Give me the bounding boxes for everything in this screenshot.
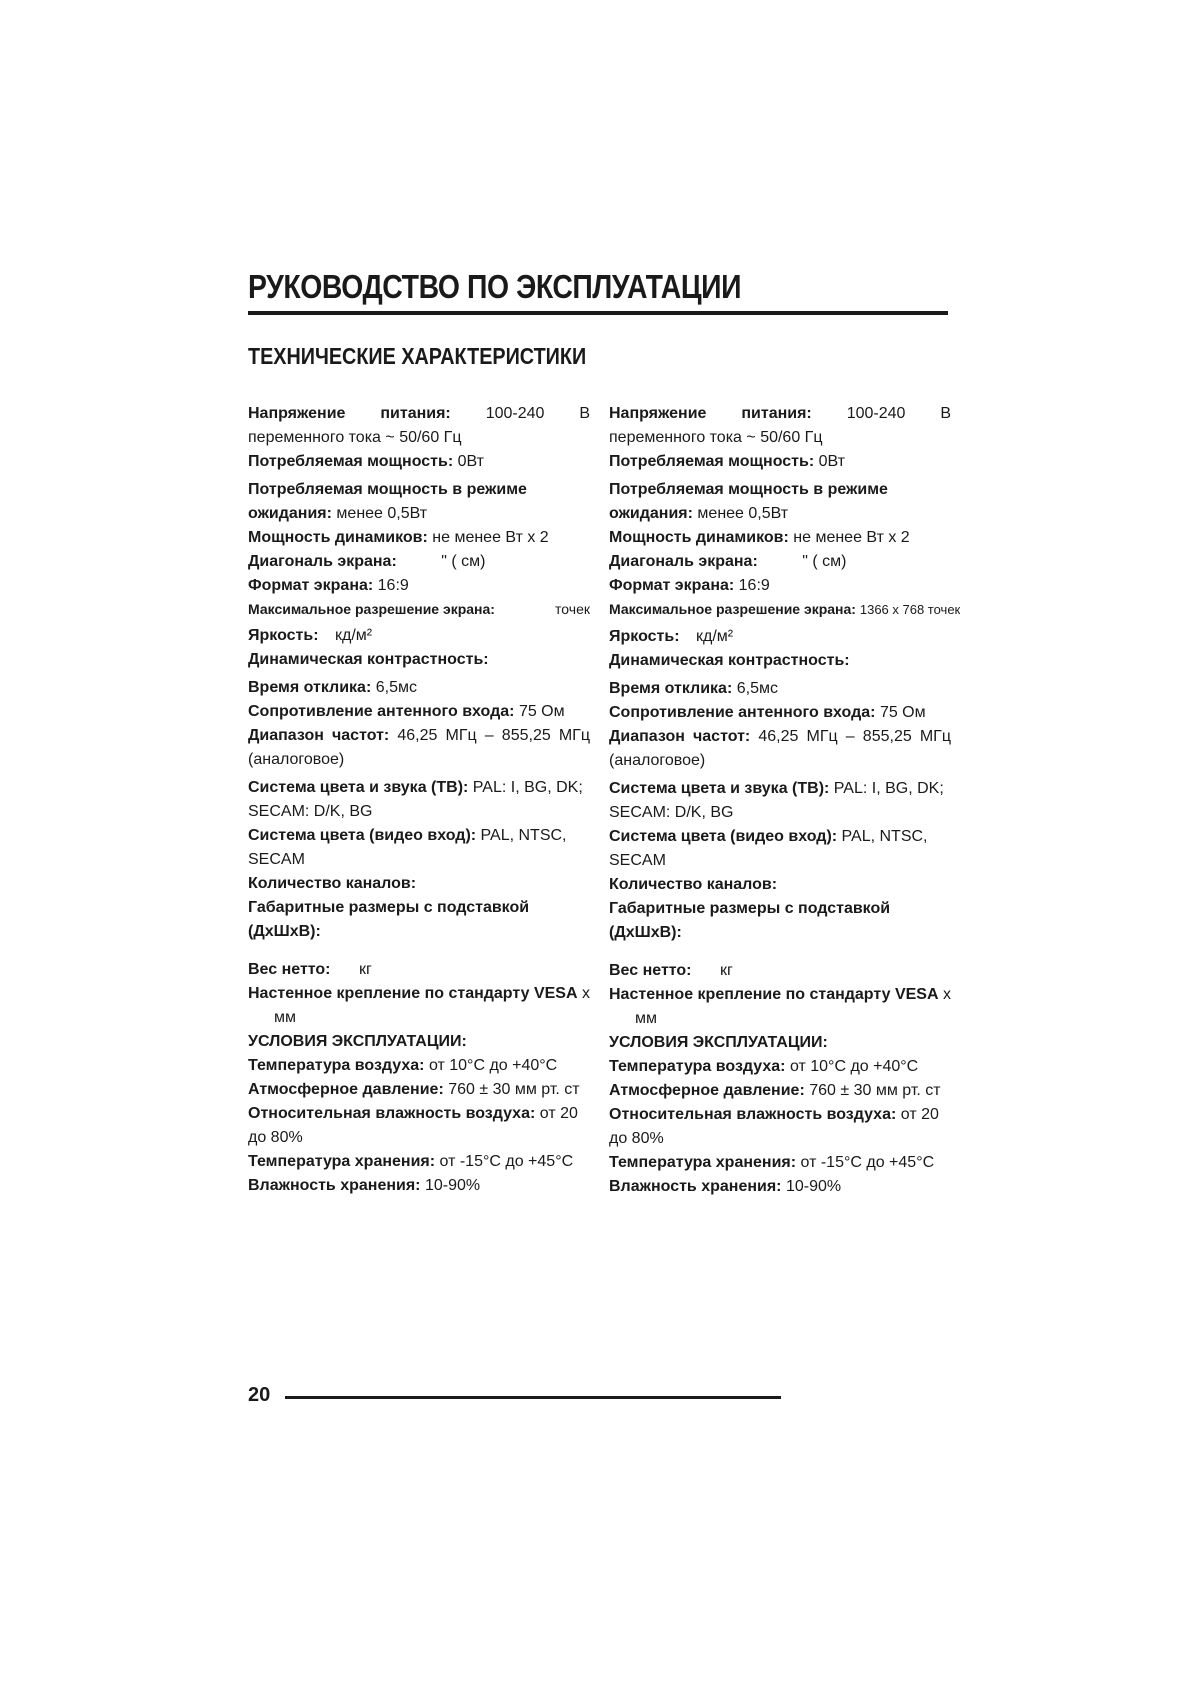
spec-value: PAL: I, BG, DK; SECAM: D/K, BG	[609, 780, 944, 821]
spec-label: Мощность динамиков:	[248, 529, 428, 546]
spec-label: Температура воздуха:	[248, 1057, 425, 1074]
page-title: РУКОВОДСТВО ПО ЭКСПЛУАТАЦИИ	[248, 268, 742, 305]
spec-standby	[609, 478, 951, 526]
spec-label: Относительная влажность воздуха:	[609, 1106, 897, 1123]
spec-label: Система цвета и звука (ТВ):	[248, 779, 469, 796]
spec-label: Потребляемая мощность в режиме ожидания:	[248, 481, 527, 522]
spec-label: Влажность хранения:	[609, 1178, 782, 1195]
spec-label: Вес нетто:	[248, 961, 331, 978]
spec-label: Время отклика:	[609, 680, 733, 697]
spec-label: Максимальное разрешение экрана:	[609, 601, 856, 617]
spec-dimensions	[248, 896, 590, 944]
spec-brightness	[248, 624, 590, 648]
title-divider	[248, 311, 948, 315]
spec-label: Габаритные размеры с подставкой (ДхШхВ):	[248, 899, 530, 940]
spec-power	[248, 402, 590, 450]
section-title: ТЕХНИЧЕСКИЕ ХАРАКТЕРИСТИКИ	[248, 343, 587, 369]
spec-value: х	[582, 985, 590, 1002]
spec-value: 0Вт	[818, 453, 845, 470]
spec-label: Яркость:	[609, 628, 680, 645]
spec-value: 10-90%	[424, 1177, 481, 1194]
specs-column-left	[248, 402, 590, 1198]
spec-value: мм	[274, 1009, 296, 1026]
spec-value: 100-240 В переменного тока ~ 50/60 Гц	[609, 405, 951, 446]
spec-format	[609, 574, 951, 598]
spec-value: точек	[555, 601, 590, 617]
spec-value: 75 Ом	[518, 703, 565, 720]
spec-value: PAL: I, BG, DK; SECAM: D/K, BG	[248, 779, 583, 820]
spec-brightness	[609, 625, 951, 649]
spec-diagonal	[248, 550, 590, 574]
spec-label: Потребляемая мощность в режиме ожидания:	[609, 481, 888, 522]
spec-label: Время отклика:	[248, 679, 372, 696]
spec-label: Температура воздуха:	[609, 1058, 786, 1075]
spec-weight	[609, 959, 951, 983]
spec-value: менее 0,5Вт	[697, 505, 789, 522]
spec-label: Потребляемая мощность:	[248, 453, 454, 470]
spec-label: Динамическая контрастность:	[609, 652, 850, 669]
spec-label: Настенное крепление по стандарту VESA	[609, 986, 939, 1003]
spec-label: Диагональ экрана:	[609, 553, 758, 570]
spec-label: Формат экрана:	[609, 577, 735, 594]
spec-value: 75 Ом	[879, 704, 926, 721]
spec-vesa-unit	[248, 1006, 590, 1030]
spec-conditions	[609, 1031, 951, 1055]
spec-label: Система цвета (видео вход):	[609, 828, 838, 845]
spec-video-system	[609, 825, 951, 873]
spec-frequency	[609, 725, 951, 773]
spec-label: Настенное крепление по стандарту VESA	[248, 985, 578, 1002]
spec-value: от 20 до 80%	[248, 1105, 578, 1146]
spec-value: кг	[358, 961, 372, 978]
specs-column-right	[609, 402, 961, 1199]
spec-power	[609, 402, 951, 450]
spec-label: Формат экрана:	[248, 577, 374, 594]
spec-value: х	[943, 986, 951, 1003]
spec-diagonal	[609, 550, 951, 574]
spec-vesa-unit	[609, 1007, 951, 1031]
spec-value: 1366 х 768 точек	[859, 602, 961, 617]
spec-contrast	[609, 649, 951, 673]
spec-antenna	[248, 700, 590, 724]
spec-value: PAL, NTSC, SECAM	[609, 828, 928, 869]
spec-pressure	[609, 1079, 951, 1103]
spec-storage-temp	[248, 1150, 590, 1174]
spec-consumption	[248, 450, 590, 474]
spec-value: от 10°С до +40°С	[789, 1058, 919, 1075]
spec-humidity	[609, 1103, 951, 1151]
spec-value: от 20 до 80%	[609, 1106, 939, 1147]
spec-label: Яркость:	[248, 627, 319, 644]
spec-label: Относительная влажность воздуха:	[248, 1105, 536, 1122]
spec-label: Напряжение питания:	[609, 405, 812, 422]
spec-storage-humidity	[609, 1175, 951, 1199]
spec-channels	[248, 872, 590, 896]
spec-response	[248, 676, 590, 700]
spec-label: Температура хранения:	[248, 1153, 436, 1170]
spec-value: 16:9	[377, 577, 409, 594]
spec-value: 760 ± 30 мм рт. ст	[809, 1082, 941, 1099]
spec-label: Вес нетто:	[609, 962, 692, 979]
spec-speakers	[609, 526, 951, 550]
spec-label: Мощность динамиков:	[609, 529, 789, 546]
spec-value: кг	[719, 962, 733, 979]
spec-label: УСЛОВИЯ ЭКСПЛУАТАЦИИ:	[609, 1034, 828, 1051]
spec-value: 760 ± 30 мм рт. ст	[448, 1081, 580, 1098]
spec-label: Система цвета и звука (ТВ):	[609, 780, 830, 797]
spec-value: " ( см)	[802, 553, 847, 570]
spec-tv-system	[609, 777, 951, 825]
spec-antenna	[609, 701, 951, 725]
spec-format	[248, 574, 590, 598]
spec-channels	[609, 873, 951, 897]
spec-standby	[248, 478, 590, 526]
spec-value: 100-240 В переменного тока ~ 50/60 Гц	[248, 405, 590, 446]
spec-label: Количество каналов:	[248, 875, 417, 892]
spec-label: Количество каналов:	[609, 876, 778, 893]
spec-label: Температура хранения:	[609, 1154, 797, 1171]
spec-value: кд/м²	[695, 628, 734, 645]
spec-value: мм	[635, 1010, 657, 1027]
spec-vesa	[609, 983, 951, 1007]
spec-label: Диагональ экрана:	[248, 553, 397, 570]
spec-speakers	[248, 526, 590, 550]
spec-vesa	[248, 982, 590, 1006]
spec-consumption	[609, 450, 951, 474]
spec-label: Максимальное разрешение экрана:	[248, 601, 495, 617]
spec-value: 6,5мс	[736, 680, 778, 697]
spec-humidity	[248, 1102, 590, 1150]
spec-value: не менее Вт х 2	[793, 529, 910, 546]
spec-resolution	[609, 598, 961, 621]
spec-value: кд/м²	[334, 627, 373, 644]
spec-response	[609, 677, 951, 701]
spec-label: Напряжение питания:	[248, 405, 451, 422]
spec-label: Атмосферное давление:	[248, 1081, 444, 1098]
page-number: 20	[248, 1384, 271, 1406]
spec-label: Сопротивление антенного входа:	[248, 703, 515, 720]
spec-storage-temp	[609, 1151, 951, 1175]
spec-tv-system	[248, 776, 590, 824]
spec-value: от -15°С до +45°С	[439, 1153, 574, 1170]
spec-value: 6,5мс	[375, 679, 417, 696]
spec-label: УСЛОВИЯ ЭКСПЛУАТАЦИИ:	[248, 1033, 467, 1050]
spec-label: Диапазон частот:	[609, 728, 751, 745]
spec-video-system	[248, 824, 590, 872]
spec-label: Атмосферное давление:	[609, 1082, 805, 1099]
spec-dimensions	[609, 897, 951, 945]
spec-value: 46,25 МГц – 855,25 МГц (аналоговое)	[248, 727, 591, 768]
spec-label: Влажность хранения:	[248, 1177, 421, 1194]
spec-label: Система цвета (видео вход):	[248, 827, 477, 844]
spec-value: от -15°С до +45°С	[800, 1154, 935, 1171]
spec-label: Потребляемая мощность:	[609, 453, 815, 470]
spec-label: Габаритные размеры с подставкой (ДхШхВ):	[609, 900, 891, 941]
spec-pressure	[248, 1078, 590, 1102]
spec-value: 46,25 МГц – 855,25 МГц (аналоговое)	[609, 728, 952, 769]
spec-label: Динамическая контрастность:	[248, 651, 489, 668]
spec-value: 16:9	[738, 577, 770, 594]
spec-value: менее 0,5Вт	[336, 505, 428, 522]
spec-weight	[248, 958, 590, 982]
spec-storage-humidity	[248, 1174, 590, 1198]
spec-conditions	[248, 1030, 590, 1054]
spec-label: Сопротивление антенного входа:	[609, 704, 876, 721]
spec-air-temp	[609, 1055, 951, 1079]
spec-value: 10-90%	[785, 1178, 842, 1195]
spec-value: от 10°С до +40°С	[428, 1057, 558, 1074]
spec-contrast	[248, 648, 590, 672]
spec-value: PAL, NTSC, SECAM	[248, 827, 567, 868]
footer-divider	[285, 1396, 781, 1399]
spec-value: 0Вт	[457, 453, 484, 470]
spec-label: Диапазон частот:	[248, 727, 390, 744]
spec-value: " ( см)	[441, 553, 486, 570]
spec-resolution	[248, 598, 590, 620]
spec-value: не менее Вт х 2	[432, 529, 549, 546]
spec-air-temp	[248, 1054, 590, 1078]
spec-frequency	[248, 724, 590, 772]
